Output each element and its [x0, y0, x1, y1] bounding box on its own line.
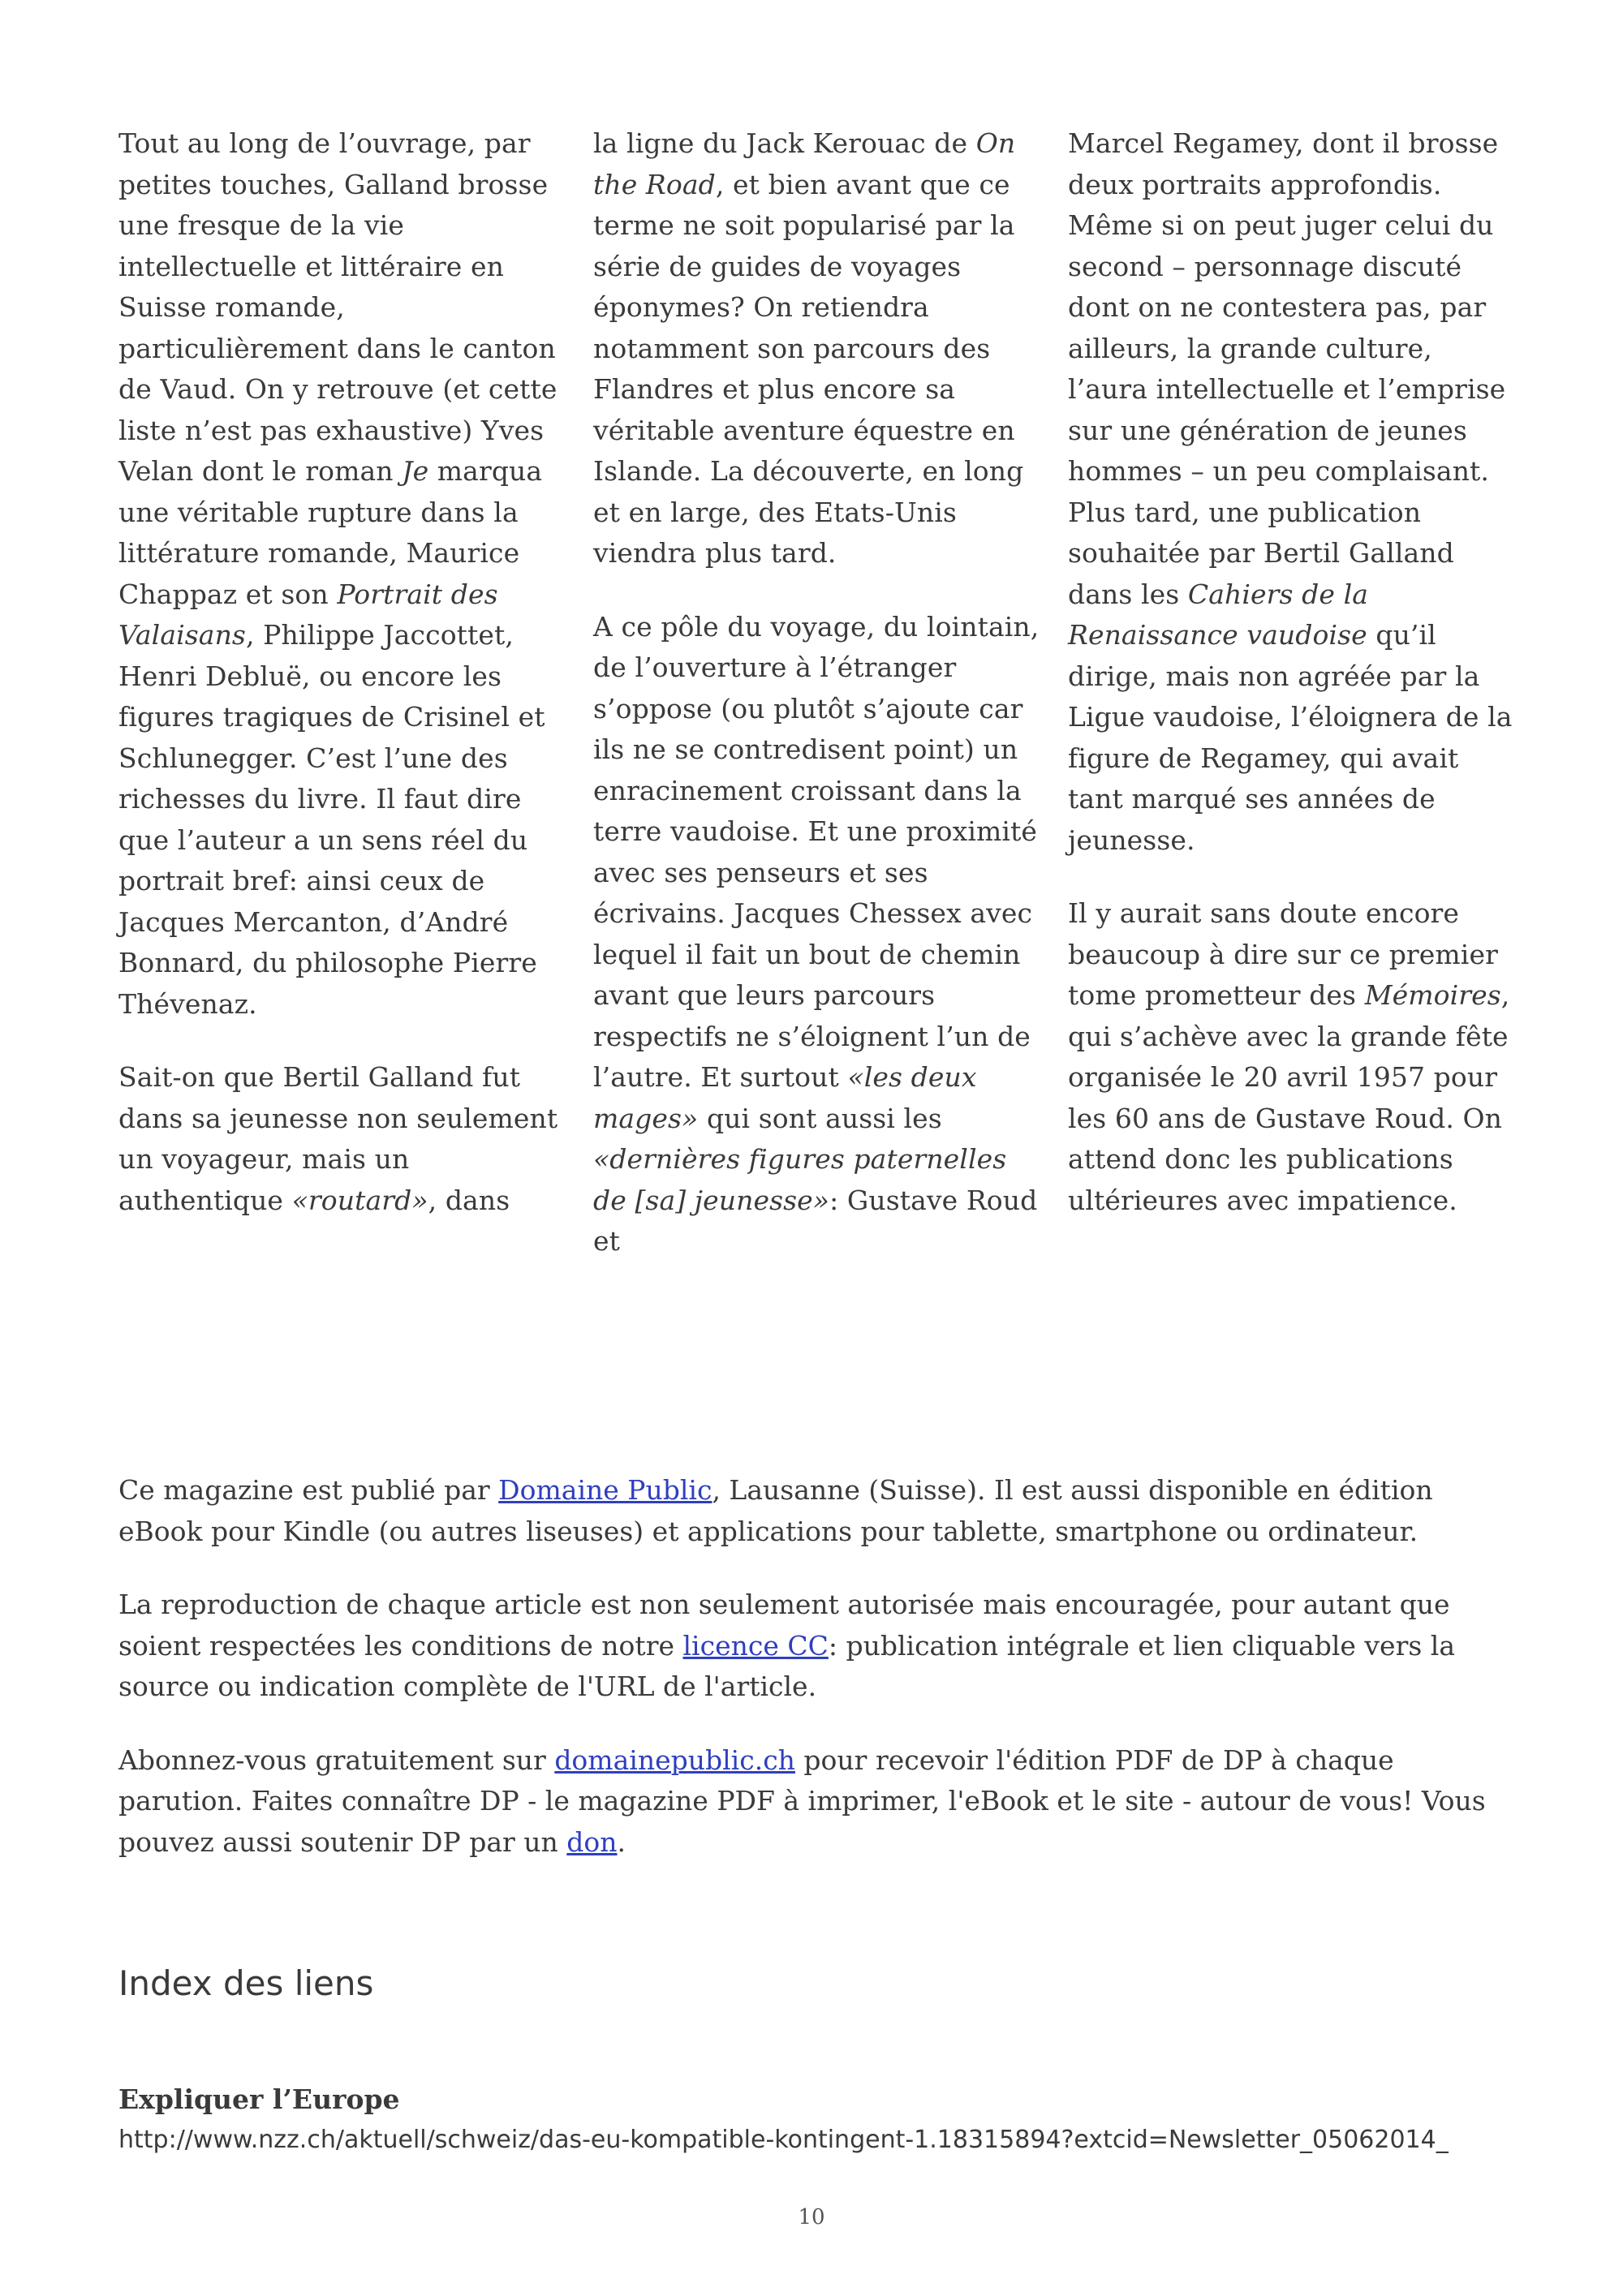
- emphasis: «dernières figures paternelles de [sa] jeunesse»: [593, 1143, 1007, 1216]
- footer-paragraph: La reproduction de chaque article est non seulement autorisée mais encouragée, pour autant que soient respectées les conditions de notre licence CC: publication intégrale et lien cliquable vers la source ou indication complète de l'URL de l'article.: [118, 1589, 1456, 1702]
- article-column-3: [1068, 123, 1514, 1295]
- domaine-public-link[interactable]: Domaine Public: [498, 1474, 712, 1506]
- emphasis: «les deux mages»: [593, 1061, 977, 1134]
- footer-paragraph: Ce magazine est publié par Domaine Public, Lausanne (Suisse). Il est aussi disponible en édition eBook pour Kindle (ou autres liseuses) et applications pour tablette, smartphone ou ordinateur.: [118, 1474, 1433, 1547]
- emphasis: Je: [402, 455, 429, 487]
- domainepublic-ch-link[interactable]: domainepublic.ch: [554, 1743, 795, 1776]
- article-paragraph: Il y aurait sans doute encore beaucoup à dire sur ce premier tome prometteur des Mémoires, qui s’achève avec la grande fête organisée le 20 avril 1957 pour les 60 ans de Gustave Roud. On attend donc les publications ultérieures avec impatience.: [1068, 897, 1510, 1216]
- article-paragraph: Marcel Regamey, dont il brosse deux portraits approfondis. Même si on peut juger celui du second – personnage discuté dont on ne contestera pas, par ailleurs, la grande culture, l’aura intellectuelle et l’emprise sur une génération de jeunes hommes – un peu complaisant. Plus tard, une publication souhaitée par Bertil Galland dans les Cahiers de la Renaissance vaudoise qu’il dirige, mais non agréée par la Ligue vaudoise, l’éloignera de la figure de Regamey, qui avait tant marqué ses années de jeunesse.: [1068, 127, 1513, 856]
- emphasis: On the Road: [593, 127, 1016, 200]
- emphasis: Cahiers de la Renaissance vaudoise: [1068, 578, 1369, 651]
- emphasis: Mémoires: [1364, 979, 1501, 1011]
- index-entry-title: Expliquer l’Europe: [118, 2083, 400, 2115]
- footer-paragraph: Abonnez-vous gratuitement sur domainepublic.ch pour recevoir l'édition PDF de DP à chaque parution. Faites connaître DP - le magazine PDF à imprimer, l'eBook et le site - autour de vous! Vous pouvez aussi soutenir DP par un don.: [118, 1743, 1486, 1858]
- article-column-1: [118, 123, 565, 1295]
- article-columns: [118, 123, 1514, 1295]
- licence-cc-link[interactable]: licence CC: [682, 1629, 829, 1662]
- article-paragraph: la ligne du Jack Kerouac de On the Road, et bien avant que ce terme ne soit popularisé par la série de guides de voyages éponymes? On retiendra notamment son parcours des Flandres et plus encore sa véritable aventure équestre en Islande. La découverte, en long et en large, des Etats-Unis viendra plus tard.: [593, 127, 1024, 569]
- index-heading: Index des liens: [118, 1963, 374, 2003]
- emphasis: Portrait des Valaisans: [118, 578, 498, 651]
- page-number: 10: [798, 2205, 825, 2229]
- index-entry-url: http://www.nzz.ch/aktuell/schweiz/das-eu-kompatible-kontingent-1.18315894?extcid=Newsletter_05062014_: [118, 2126, 1449, 2154]
- article-paragraph: A ce pôle du voyage, du lointain, de l’ouverture à l’étranger s’oppose (ou plutôt s’ajoute car ils ne se contredisent point) un enracinement croissant dans la terre vaudoise. Et une proximité avec ses penseurs et ses écrivains. Jacques Chessex avec lequel il fait un bout de chemin avant que leurs parcours respectifs ne s’éloignent l’un de l’autre. Et surtout «les deux mages» qui sont aussi les «dernières figures paternelles de [sa] jeunesse»: Gustave Roud et: [593, 610, 1040, 1257]
- article-column-2: [593, 123, 1040, 1295]
- article-paragraph: Sait-on que Bertil Galland fut dans sa jeunesse non seulement un voyageur, mais un authentique «routard», dans: [118, 1061, 558, 1216]
- emphasis: «routard»: [291, 1184, 428, 1216]
- don-link[interactable]: don: [566, 1825, 618, 1858]
- article-paragraph: Tout au long de l’ouvrage, par petites touches, Galland brosse une fresque de la vie intellectuelle et littéraire en Suisse romande, particulièrement dans le canton de Vaud. On y retrouve (et cette liste n’est pas exhaustive) Yves Velan dont le roman Je marqua une véritable rupture dans la littérature romande, Maurice Chappaz et son Portrait des Valaisans, Philippe Jaccottet, Henri Debluë, ou encore les figures tragiques de Crisinel et Schlunegger. C’est l’une des richesses du livre. Il faut dire que l’auteur a un sens réel du portrait bref: ainsi ceux de Jacques Mercanton, d’André Bonnard, du philosophe Pierre Thévenaz.: [118, 127, 558, 1020]
- publisher-footer: [118, 1470, 1514, 1895]
